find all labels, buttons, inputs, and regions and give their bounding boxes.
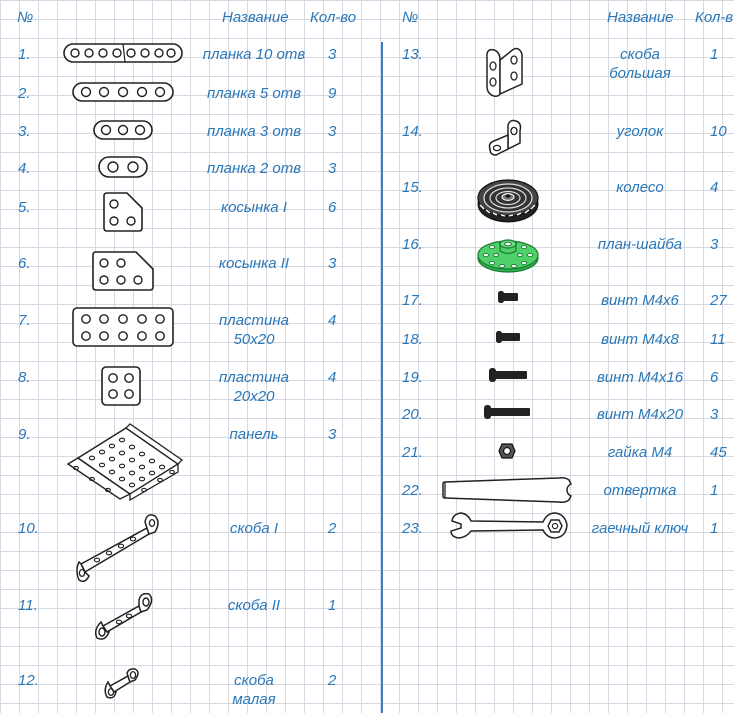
row-number: 5. bbox=[18, 199, 31, 216]
row-quantity: 4 bbox=[328, 369, 337, 386]
wrench-icon bbox=[449, 511, 569, 541]
row-name bbox=[190, 254, 318, 273]
faceplate-icon bbox=[476, 234, 540, 274]
row-number: 15. bbox=[402, 179, 423, 196]
row-name-line: планка 5 отв bbox=[206, 85, 302, 102]
row-name-line: винт М4х8 bbox=[601, 331, 679, 348]
row-number: 2. bbox=[18, 85, 31, 102]
strip-10-holes-icon bbox=[63, 43, 183, 63]
row-quantity: 6 bbox=[328, 199, 337, 216]
right-header-quantity: Кол-в bbox=[695, 9, 734, 26]
row-name bbox=[190, 122, 318, 141]
row-name bbox=[575, 178, 705, 197]
row-quantity: 3 bbox=[328, 123, 337, 140]
left-header-quantity: Кол-во bbox=[310, 9, 357, 26]
row-number: 22. bbox=[402, 482, 423, 499]
row-quantity: 2 bbox=[328, 520, 337, 537]
row-number: 23. bbox=[402, 520, 423, 537]
row-name bbox=[190, 311, 318, 349]
wheel-icon bbox=[476, 178, 540, 224]
angle-icon bbox=[488, 119, 524, 157]
row-name-line: малая bbox=[232, 691, 276, 708]
gusset-small-icon bbox=[103, 192, 143, 232]
row-number: 4. bbox=[18, 160, 31, 177]
row-name-line: скоба bbox=[620, 46, 660, 63]
right-header-name: Название bbox=[607, 9, 674, 26]
row-number: 19. bbox=[402, 369, 423, 386]
screw-m4x20-icon bbox=[484, 404, 532, 420]
row-name bbox=[190, 596, 318, 615]
screw-m4x16-icon bbox=[489, 367, 529, 383]
row-number: 18. bbox=[402, 331, 423, 348]
row-quantity: 9 bbox=[328, 85, 337, 102]
row-number: 1. bbox=[18, 46, 31, 63]
row-name-line: 20х20 bbox=[233, 388, 275, 405]
row-number: 13. bbox=[402, 46, 423, 63]
screwdriver-icon bbox=[441, 476, 579, 504]
bracket-two-icon bbox=[93, 592, 155, 642]
row-quantity: 3 bbox=[328, 255, 337, 272]
row-number: 21. bbox=[402, 444, 423, 461]
row-quantity: 10 bbox=[710, 123, 727, 140]
row-name bbox=[575, 519, 705, 538]
row-number: 8. bbox=[18, 369, 31, 386]
nut-m4-icon bbox=[498, 443, 516, 459]
bracket-large-icon bbox=[484, 44, 524, 98]
bracket-one-icon bbox=[75, 514, 163, 584]
gusset-large-icon bbox=[92, 251, 154, 291]
row-name-line: планка 2 отв bbox=[206, 160, 302, 177]
row-name bbox=[190, 159, 318, 178]
row-number: 16. bbox=[402, 236, 423, 253]
row-name-line: винт М4х16 bbox=[596, 369, 684, 386]
row-name bbox=[190, 425, 318, 444]
row-name bbox=[575, 368, 705, 387]
row-name-line: планка 3 отв bbox=[206, 123, 302, 140]
row-quantity: 3 bbox=[710, 236, 719, 253]
row-name-line: скоба I bbox=[229, 520, 279, 537]
row-name-line: пластина bbox=[219, 369, 289, 386]
row-name bbox=[575, 291, 705, 310]
right-header-number: № bbox=[402, 9, 419, 26]
plate-50x20-icon bbox=[72, 307, 174, 347]
row-quantity: 6 bbox=[710, 369, 719, 386]
row-name bbox=[575, 481, 705, 500]
row-number: 9. bbox=[18, 426, 31, 443]
row-number: 10. bbox=[18, 520, 39, 537]
row-name bbox=[190, 45, 318, 64]
row-name bbox=[190, 519, 318, 538]
left-header-name: Название bbox=[222, 9, 289, 26]
row-name bbox=[575, 405, 705, 424]
row-quantity: 11 bbox=[710, 331, 726, 348]
row-quantity: 4 bbox=[328, 312, 337, 329]
row-number: 14. bbox=[402, 123, 423, 140]
screw-m4x8-icon bbox=[496, 330, 522, 344]
row-quantity: 3 bbox=[328, 160, 337, 177]
row-quantity: 1 bbox=[710, 482, 719, 499]
plate-20x20-icon bbox=[101, 366, 141, 406]
row-name-line: план-шайба bbox=[597, 236, 683, 253]
row-name-line: уголок bbox=[616, 123, 664, 140]
row-quantity: 1 bbox=[328, 597, 337, 614]
row-name-line: гаечный ключ bbox=[591, 520, 689, 537]
row-quantity: 1 bbox=[710, 46, 719, 63]
row-name-line: косынка II bbox=[218, 255, 290, 272]
row-number: 11. bbox=[18, 597, 38, 614]
row-name-line: косынка I bbox=[221, 199, 287, 216]
row-name bbox=[190, 84, 318, 103]
row-name bbox=[575, 235, 705, 254]
row-quantity: 1 bbox=[710, 520, 719, 537]
row-number: 7. bbox=[18, 312, 31, 329]
row-name bbox=[575, 45, 705, 83]
row-quantity: 2 bbox=[328, 672, 337, 689]
row-name-line: скоба II bbox=[227, 597, 281, 614]
row-name bbox=[575, 122, 705, 141]
row-quantity: 27 bbox=[710, 292, 727, 309]
row-number: 20. bbox=[402, 406, 423, 423]
row-name-line: винт М4х6 bbox=[601, 292, 679, 309]
row-name-line: винт М4х20 bbox=[596, 406, 684, 423]
row-name-line: большая bbox=[609, 65, 671, 82]
row-name-line: отвертка bbox=[603, 482, 677, 499]
row-quantity: 3 bbox=[328, 46, 337, 63]
row-name bbox=[575, 330, 705, 349]
row-name-line: скоба bbox=[234, 672, 274, 689]
row-number: 3. bbox=[18, 123, 31, 140]
row-name-line: колесо bbox=[616, 179, 664, 196]
row-name-line: панель bbox=[229, 426, 279, 443]
row-name bbox=[190, 671, 318, 709]
row-name-line: планка 10 отв bbox=[202, 46, 306, 63]
row-number: 6. bbox=[18, 255, 31, 272]
row-name-line: пластина bbox=[219, 312, 289, 329]
screw-m4x6-icon bbox=[498, 290, 520, 304]
row-number: 12. bbox=[18, 672, 39, 689]
row-name bbox=[190, 198, 318, 217]
row-name bbox=[190, 368, 318, 406]
panel-icon bbox=[64, 424, 184, 500]
row-name-line: гайка М4 bbox=[607, 444, 673, 461]
strip-2-holes-icon bbox=[98, 156, 148, 178]
row-quantity: 45 bbox=[710, 444, 727, 461]
bracket-small-icon bbox=[104, 668, 140, 700]
row-quantity: 3 bbox=[710, 406, 719, 423]
row-quantity: 4 bbox=[710, 179, 719, 196]
column-divider bbox=[381, 42, 383, 713]
left-header-number: № bbox=[17, 9, 34, 26]
row-name-line: 50х20 bbox=[233, 331, 275, 348]
row-name bbox=[575, 443, 705, 462]
strip-3-holes-icon bbox=[93, 120, 153, 140]
row-quantity: 3 bbox=[328, 426, 337, 443]
row-number: 17. bbox=[402, 292, 423, 309]
strip-5-holes-icon bbox=[72, 82, 174, 102]
